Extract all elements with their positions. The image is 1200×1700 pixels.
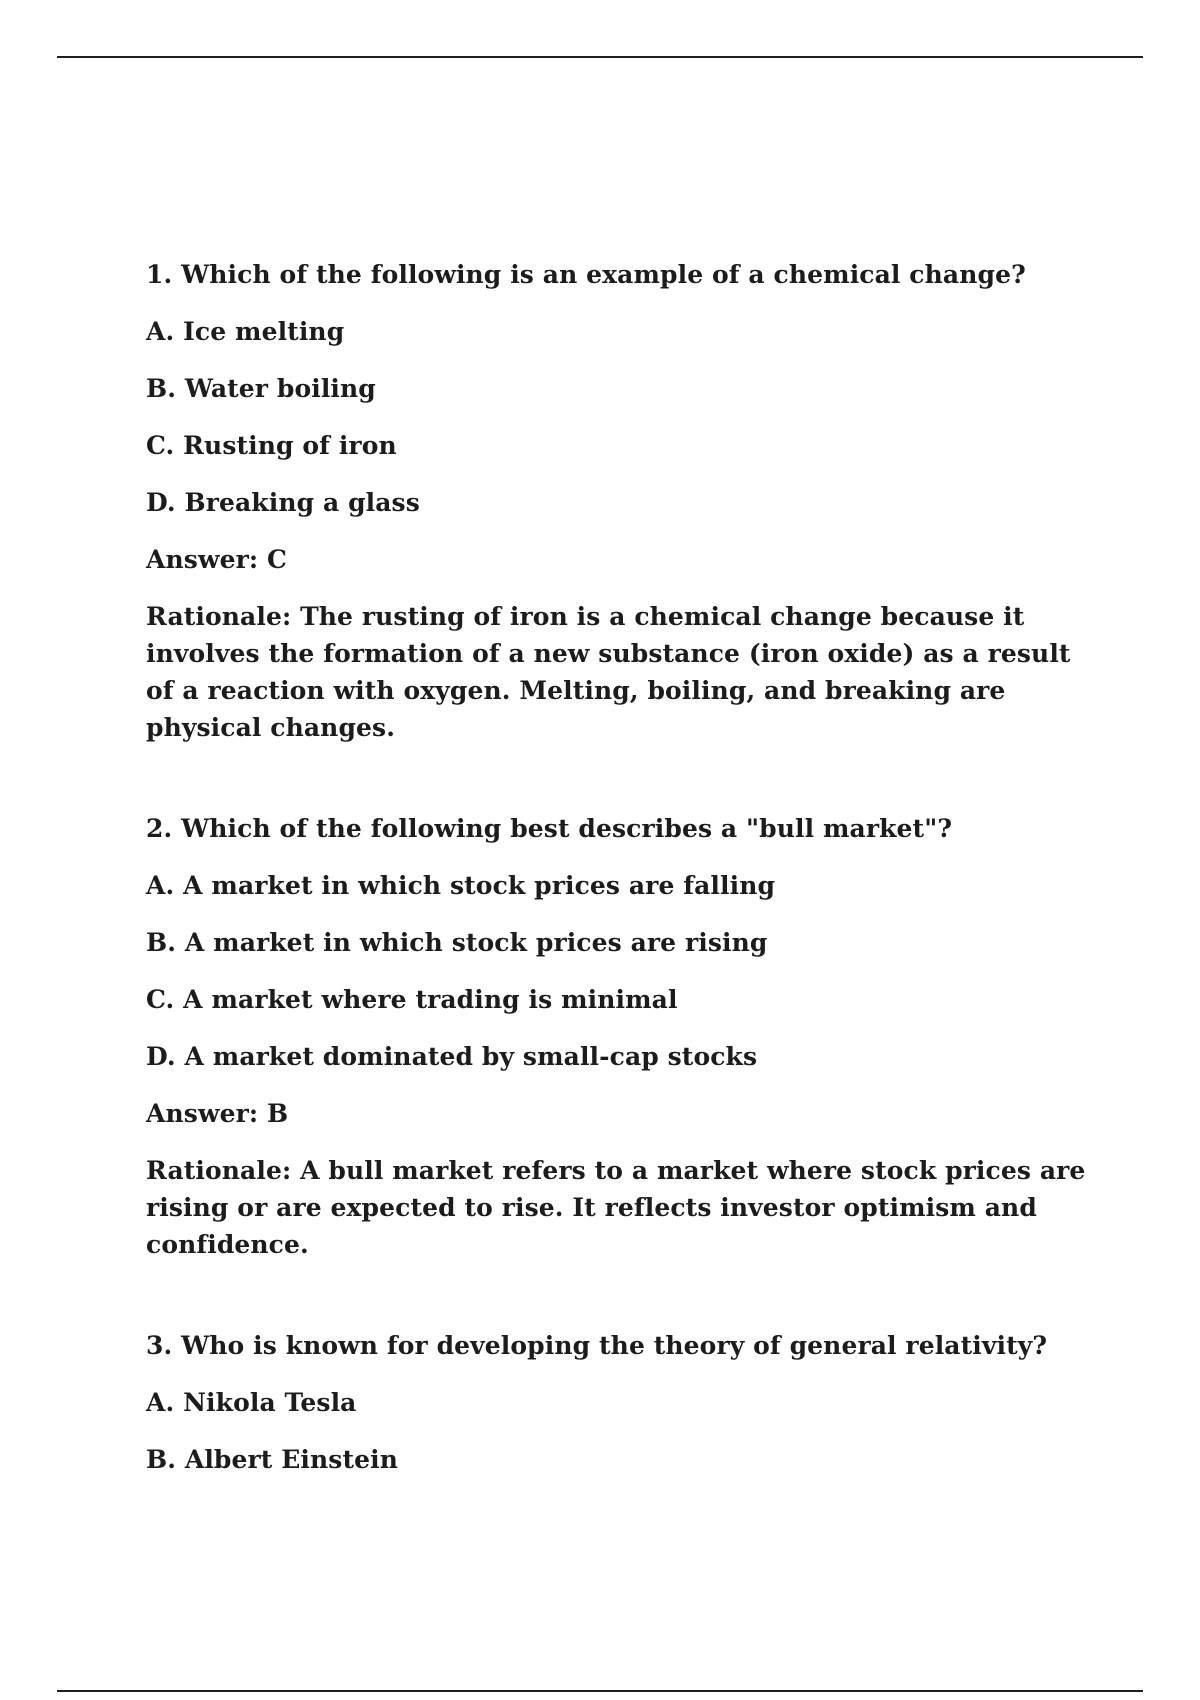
option-d: D. A market dominated by small-cap stocks <box>146 1042 758 1071</box>
question-text: 3. Who is known for developing the theory of general relativity? <box>146 1331 1048 1360</box>
option-c: C. A market where trading is minimal <box>146 985 678 1014</box>
option-a: A. A market in which stock prices are falling <box>146 871 776 900</box>
header-rule <box>57 56 1143 58</box>
answer-text: Answer: B <box>146 1099 289 1128</box>
option-b: B. Albert Einstein <box>146 1445 398 1474</box>
question-block-2 <box>146 810 1086 1263</box>
rationale-text: Rationale: A bull market refers to a market where stock prices are rising or are expected to rise. It reflects investor optimism and confidence. <box>146 1156 1086 1259</box>
option-a: A. Nikola Tesla <box>146 1388 357 1417</box>
question-block-1 <box>146 256 1086 746</box>
question-text: 2. Which of the following best describes a "bull market"? <box>146 814 953 843</box>
answer-text: Answer: C <box>146 545 287 574</box>
footer-rule <box>57 1690 1143 1692</box>
question-block-3 <box>146 1327 1086 1478</box>
option-d: D. Breaking a glass <box>146 488 420 517</box>
document-body <box>146 256 1086 1498</box>
question-text: 1. Which of the following is an example of a chemical change? <box>146 260 1026 289</box>
option-b: B. Water boiling <box>146 374 376 403</box>
option-c: C. Rusting of iron <box>146 431 397 460</box>
option-a: A. Ice melting <box>146 317 345 346</box>
rationale-text: Rationale: The rusting of iron is a chemical change because it involves the formation of a new substance (iron oxide) as a result of a reaction with oxygen. Melting, boiling, and breaking are physical changes. <box>146 602 1071 742</box>
option-b: B. A market in which stock prices are rising <box>146 928 768 957</box>
